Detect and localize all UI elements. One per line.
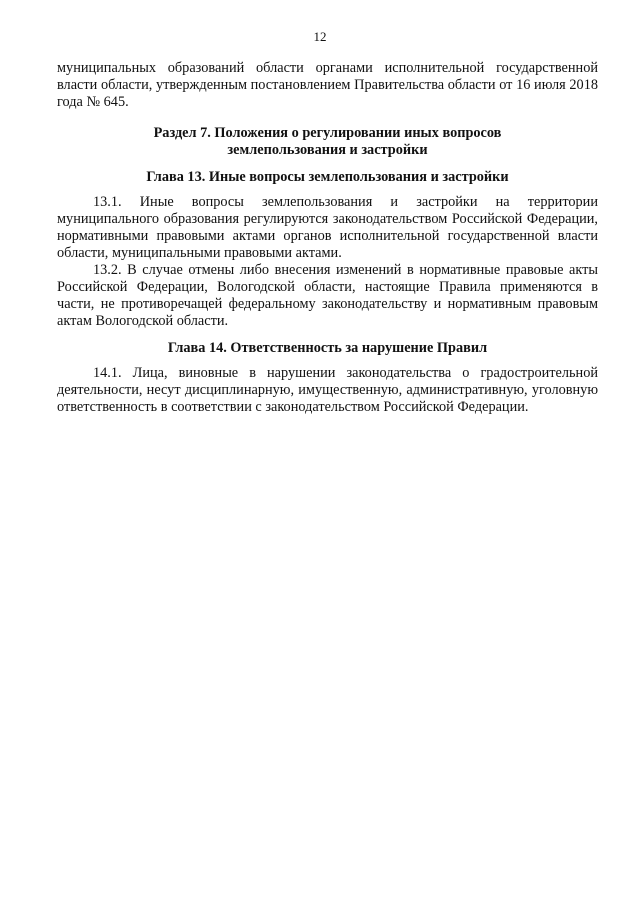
paragraph-13-2: 13.2. В случае отмены либо внесения изменений в нормативные правовые акты Российской Федерации, Вологодской области, настоящие Правила применяются в части, не противоречащей федеральному законодательству и нормативным правовым актам Вологодской области. — [57, 262, 598, 329]
paragraph-14-1: 14.1. Лица, виновные в нарушении законодательства о градостроительной деятельности, несут дисциплинарную, имущественную, административную, уголовную ответственность в соответствии с законодательством Российской Федерации. — [57, 365, 598, 415]
paragraph-13-1: 13.1. Иные вопросы землепользования и застройки на территории муниципального образования регулируются законодательством Российской Федерации, нормативными правовыми актами органов исполнительной государственной власти области, муниципальными правовыми актами. — [57, 194, 598, 261]
section-title-line-2: землепользования и застройки — [227, 142, 428, 158]
scan-mark — [566, 892, 588, 895]
spacer — [57, 330, 598, 340]
spacer — [57, 111, 598, 125]
intro-paragraph: муниципальных образований области органами исполнительной государственной власти области, утвержденным постановлением Правительства области от 16 июля 2018 года № 645. — [57, 60, 598, 110]
spacer — [57, 186, 598, 194]
chapter-14-title: Глава 14. Ответственность за нарушение Правил — [167, 340, 488, 356]
document-body — [57, 60, 598, 416]
spacer — [57, 357, 598, 365]
chapter-13-title: Глава 13. Иные вопросы землепользования и застройки — [146, 169, 509, 185]
page-number: 12 — [313, 29, 327, 44]
spacer — [57, 159, 598, 169]
section-title-line-1: Раздел 7. Положения о регулировании иных вопросов — [153, 125, 502, 141]
